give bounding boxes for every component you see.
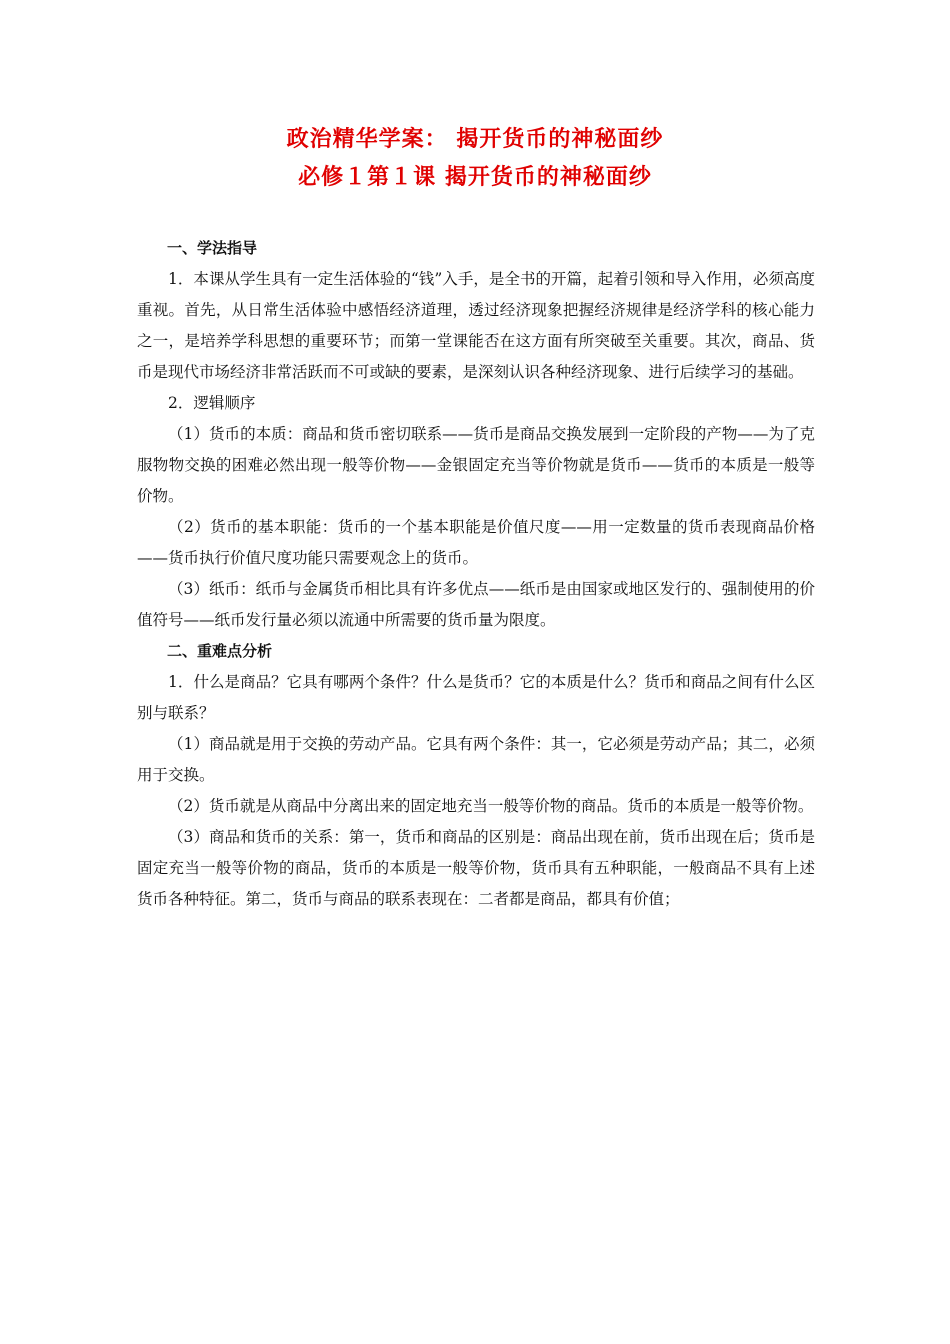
- paragraph: （2）货币的基本职能：货币的一个基本职能是价值尺度——用一定数量的货币表现商品价格——货币执行价值尺度功能只需要观念上的货币。: [137, 518, 815, 567]
- document-title: 政治精华学案： 揭开货币的神秘面纱: [286, 127, 664, 152]
- paragraph: （2）货币就是从商品中分离出来的固定地充当一般等价物的商品。货币的本质是一般等价物。: [168, 797, 814, 815]
- paragraph: 1．本课从学生具有一定生活体验的“钱”入手，是全书的开篇，起着引领和导入作用，必须高度重视。首先，从日常生活体验中感悟经济道理，透过经济现象把握经济规律是经济学科的核心能力之一，是培养学科思想的重要环节；而第一堂课能否在这方面有所突破至关重要。其次，商品、货币是现代市场经济非常活跃而不可或缺的要素，是深刻认识各种经济现象、进行后续学习的基础。: [137, 270, 815, 381]
- paragraph: （3）纸币：纸币与金属货币相比具有许多优点——纸币是由国家或地区发行的、强制使用的价值符号——纸币发行量必须以流通中所需要的货币量为限度。: [137, 580, 815, 629]
- paragraph: （1）货币的本质：商品和货币密切联系——货币是商品交换发展到一定阶段的产物——为了克服物物交换的困难必然出现一般等价物——金银固定充当等价物就是货币——货币的本质是一般等价物。: [137, 425, 815, 505]
- document-body: [137, 233, 815, 915]
- paragraph: 2．逻辑顺序: [168, 394, 256, 412]
- paragraph: （3）商品和货币的关系：第一，货币和商品的区别是：商品出现在前，货币出现在后；货币是固定充当一般等价物的商品，货币的本质是一般等价物，货币具有五种职能，一般商品不具有上述货币各种特征。第二，货币与商品的联系表现在：二者都是商品，都具有价值；: [137, 828, 815, 908]
- paragraph: 1．什么是商品？它具有哪两个条件？什么是货币？它的本质是什么？货币和商品之间有什么区别与联系？: [137, 673, 815, 722]
- section-heading-key-points: 二、重难点分析: [167, 642, 273, 660]
- section-heading-study-guide: 一、学法指导: [167, 239, 258, 257]
- paragraph: （1）商品就是用于交换的劳动产品。它具有两个条件：其一，它必须是劳动产品；其二，必须用于交换。: [137, 735, 815, 784]
- document-subtitle: 必修１第１课 揭开货币的神秘面纱: [298, 165, 652, 190]
